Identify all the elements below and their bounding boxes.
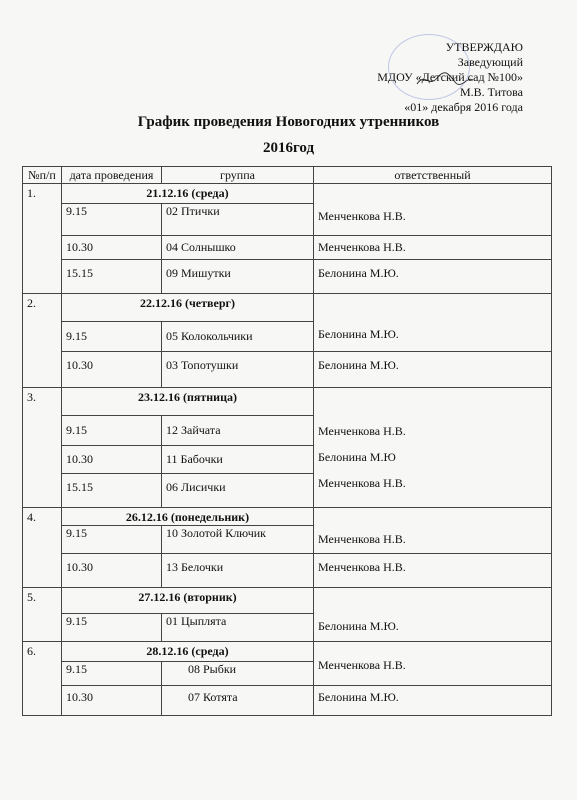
row-num: 4. xyxy=(23,508,62,588)
responsible: Менченкова Н.В. xyxy=(314,184,552,236)
header-responsible: ответственный xyxy=(314,167,552,184)
document-title: График проведения Новогодних утренников xyxy=(137,114,440,130)
approval-line-4: М.В. Титова xyxy=(459,85,523,99)
time: 10.30 xyxy=(62,446,162,474)
approval-line-2: Заведующий xyxy=(457,55,523,69)
responsible: Менченкова Н.В. xyxy=(314,554,552,588)
time: 9.15 xyxy=(62,526,162,554)
schedule-table xyxy=(22,166,552,716)
responsible-multi xyxy=(314,388,552,508)
group: 07 Котята xyxy=(162,686,314,716)
approval-block xyxy=(377,40,523,115)
group: 04 Солнышко xyxy=(162,236,314,260)
responsible: Белонина М.Ю. xyxy=(314,294,552,352)
responsible: Белонина М.Ю. xyxy=(314,686,552,716)
time: 9.15 xyxy=(62,416,162,446)
time: 10.30 xyxy=(62,352,162,388)
group: 09 Мишутки xyxy=(162,260,314,294)
header-date: дата проведения xyxy=(62,167,162,184)
group: 08 Рыбки xyxy=(162,662,314,686)
day-date: 26.12.16 (понедельник) xyxy=(62,508,314,526)
time: 9.15 xyxy=(62,614,162,642)
responsible: Менченкова Н.В. xyxy=(314,236,552,260)
responsible: Менченкова Н.В. xyxy=(318,423,406,438)
day-date: 28.12.16 (среда) xyxy=(62,642,314,662)
day-date: 22.12.16 (четверг) xyxy=(62,294,314,322)
group: 01 Цыплята xyxy=(162,614,314,642)
row-num: 2. xyxy=(23,294,62,388)
row-num: 6. xyxy=(23,642,62,716)
group: 11 Бабочки xyxy=(162,446,314,474)
approval-line-1: УТВЕРЖДАЮ xyxy=(445,40,523,54)
header-num: №п/п xyxy=(23,167,62,184)
responsible: Белонина М.Ю. xyxy=(314,588,552,642)
time: 15.15 xyxy=(62,474,162,508)
group: 03 Топотушки xyxy=(162,352,314,388)
responsible: Белонина М.Ю xyxy=(318,449,396,464)
group: 13 Белочки xyxy=(162,554,314,588)
header-group: группа xyxy=(162,167,314,184)
group: 02 Птички xyxy=(162,204,314,236)
responsible: Менченкова Н.В. xyxy=(318,475,406,490)
time: 10.30 xyxy=(62,554,162,588)
time: 10.30 xyxy=(62,686,162,716)
row-num: 1. xyxy=(23,184,62,294)
group: 06 Лисички xyxy=(162,474,314,508)
responsible: Белонина М.Ю. xyxy=(314,352,552,388)
row-num: 3. xyxy=(23,388,62,508)
responsible: Менченкова Н.В. xyxy=(314,642,552,686)
responsible: Белонина М.Ю. xyxy=(314,260,552,294)
day-date: 27.12.16 (вторник) xyxy=(62,588,314,614)
responsible: Менченкова Н.В. xyxy=(314,508,552,554)
group: 05 Колокольчики xyxy=(162,322,314,352)
time: 9.15 xyxy=(62,662,162,686)
time: 9.15 xyxy=(62,204,162,236)
approval-line-3: МДОУ «Детский сад №100» xyxy=(377,70,523,84)
time: 10.30 xyxy=(62,236,162,260)
group: 12 Зайчата xyxy=(162,416,314,446)
day-date: 23.12.16 (пятница) xyxy=(62,388,314,416)
time: 9.15 xyxy=(62,322,162,352)
group: 10 Золотой Ключик xyxy=(162,526,314,554)
row-num: 5. xyxy=(23,588,62,642)
time: 15.15 xyxy=(62,260,162,294)
document-year: 2016год xyxy=(262,140,315,156)
day-date: 21.12.16 (среда) xyxy=(62,184,314,204)
approval-line-5: «01» декабря 2016 года xyxy=(404,100,523,114)
